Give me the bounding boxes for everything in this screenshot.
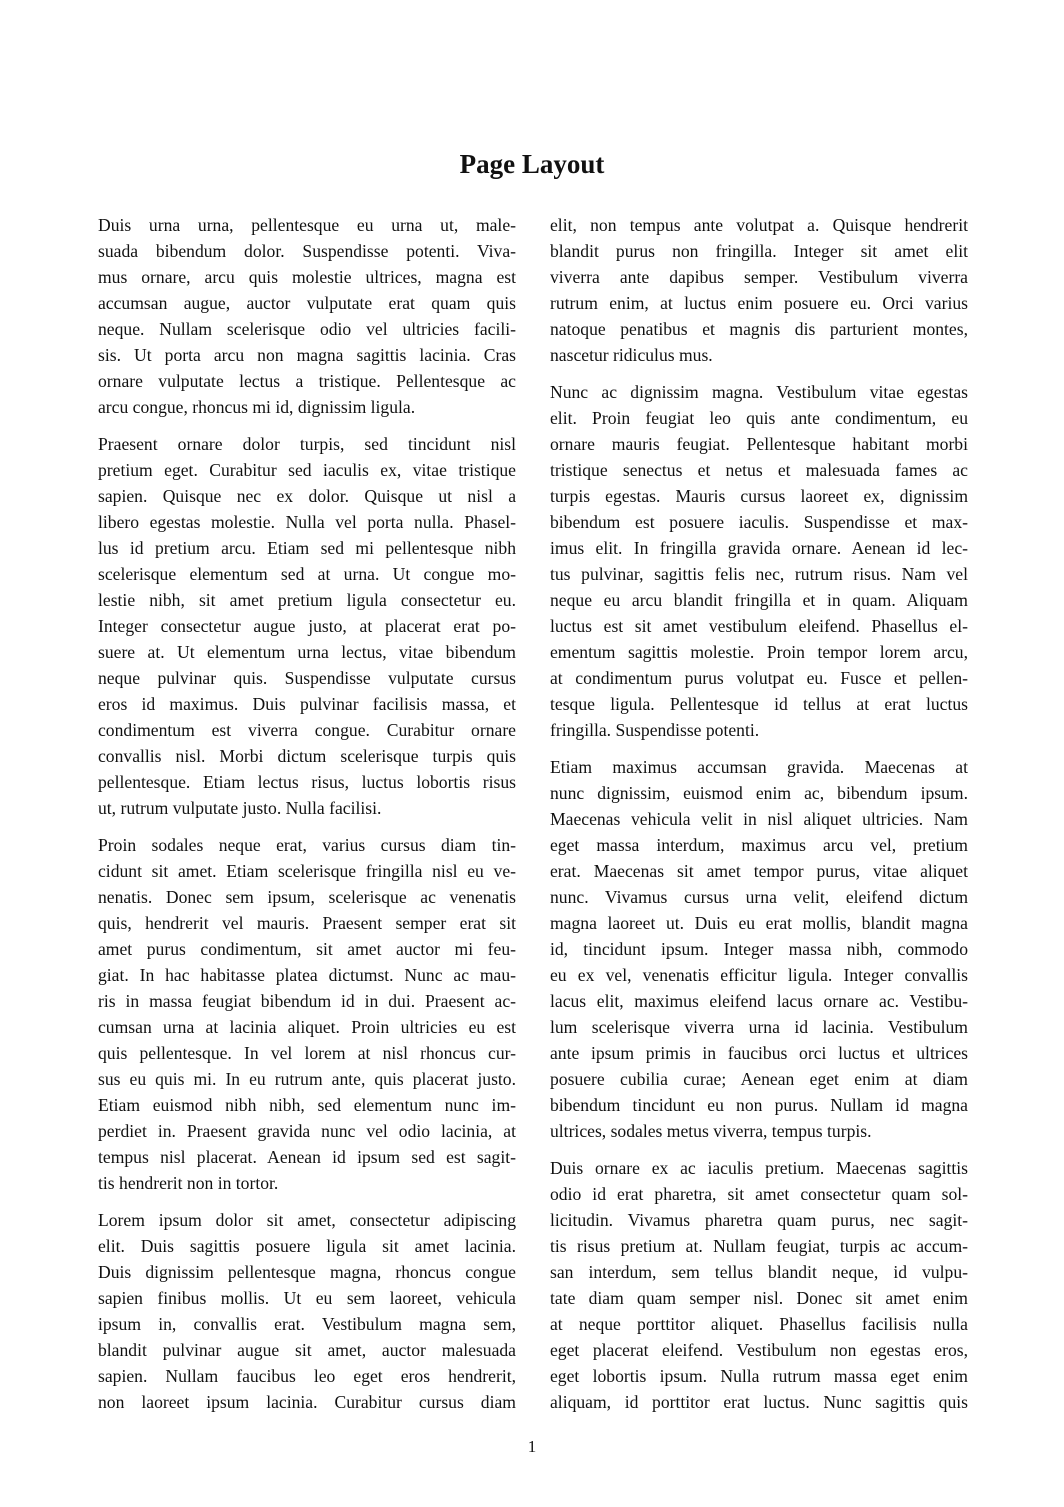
text-line: at condimentum purus volutpat eu. Fusce et pellen- [550, 668, 968, 688]
text-line: bibendum tincidunt eu non purus. Nullam id magna [550, 1095, 968, 1115]
text-line: tate diam quam semper nisl. Donec sit amet enim [550, 1288, 968, 1308]
text-line: ornare mauris feugiat. Pellentesque habitant morbi [550, 434, 968, 454]
text-line: imus elit. In fringilla gravida ornare. Aenean id lec- [550, 538, 968, 558]
text-line: amet purus condimentum, sit amet auctor mi feu- [98, 939, 516, 959]
paragraph [550, 1155, 968, 1415]
text-line: viverra ante dapibus semper. Vestibulum viverra [550, 267, 968, 287]
text-line: turpis egestas. Mauris cursus laoreet ex, dignissim [550, 486, 968, 506]
text-line: eget massa interdum, maximus arcu vel, pretium [550, 835, 968, 855]
text-line: lestie nibh, sit amet pretium ligula consectetur eu. [98, 590, 516, 610]
text-line: accumsan augue, auctor vulputate erat quam quis [98, 293, 516, 313]
text-line: eget lobortis ipsum. Nulla rutrum massa eget enim [550, 1366, 968, 1386]
text-line: eget placerat eleifend. Vestibulum non egestas eros, [550, 1340, 968, 1360]
text-line: licitudin. Vivamus pharetra quam purus, nec sagit- [550, 1210, 968, 1230]
text-line: ipsum in, convallis erat. Vestibulum magna sem, [98, 1314, 516, 1334]
text-line: sus eu quis mi. In eu rutrum ante, quis placerat justo. [98, 1069, 516, 1089]
text-line: luctus est sit amet vestibulum eleifend. Phasellus el- [550, 616, 968, 636]
text-line: non laoreet ipsum lacinia. Curabitur cursus diam [98, 1392, 516, 1412]
text-line: lus id pretium arcu. Etiam sed mi pellentesque nibh [98, 538, 516, 558]
text-line: posuere cubilia curae; Aenean eget enim at diam [550, 1069, 968, 1089]
text-line: id, tincidunt ipsum. Integer massa nibh, commodo [550, 939, 968, 959]
text-line: Duis ornare ex ac iaculis pretium. Maecenas sagittis [550, 1158, 968, 1178]
text-line: magna laoreet ut. Duis eu erat mollis, blandit magna [550, 913, 968, 933]
text-line: ante ipsum primis in faucibus orci luctus et ultrices [550, 1043, 968, 1063]
text-line: perdiet in. Praesent gravida nunc vel odio lacinia, at [98, 1121, 516, 1141]
text-line: fringilla. Suspendisse potenti. [550, 720, 760, 740]
text-line: lum scelerisque viverra urna id lacinia. Vestibulum [550, 1017, 968, 1037]
text-line: sapien finibus mollis. Ut eu sem laoreet, vehicula [98, 1288, 516, 1308]
right-column [550, 212, 968, 1426]
left-column [98, 212, 516, 1426]
text-line: cumsan urna at lacinia aliquet. Proin ultricies eu est [98, 1017, 516, 1037]
text-line: ut, rutrum vulputate justo. Nulla facilisi. [98, 798, 382, 818]
text-line: Proin sodales neque erat, varius cursus diam tin- [98, 835, 516, 855]
text-line: nunc. Vivamus cursus urna velit, eleifend dictum [550, 887, 968, 907]
text-line: bibendum est posuere iaculis. Suspendisse et max- [550, 512, 968, 532]
text-line: eros id maximus. Duis pulvinar facilisis massa, et [98, 694, 516, 714]
text-line: Lorem ipsum dolor sit amet, consectetur adipiscing [98, 1210, 516, 1230]
text-line: giat. In hac habitasse platea dictumst. Nunc ac mau- [98, 965, 516, 985]
text-line: eu ex vel, venenatis efficitur ligula. Integer convallis [550, 965, 968, 985]
text-line: Nunc ac dignissim magna. Vestibulum vitae egestas [550, 382, 968, 402]
text-line: scelerisque elementum sed at urna. Ut congue mo- [98, 564, 516, 584]
text-line: Praesent ornare dolor turpis, sed tincidunt nisl [98, 434, 516, 454]
text-line: aliquam, id porttitor erat luctus. Nunc sagittis quis [550, 1392, 968, 1412]
text-line: elit. Proin feugiat leo quis ante condimentum, eu [550, 408, 968, 428]
text-line: blandit pulvinar augue sit amet, auctor malesuada [98, 1340, 516, 1360]
text-line: lacus elit, maximus eleifend lacus ornare ac. Vestibu- [550, 991, 968, 1011]
text-line: nunc dignissim, euismod enim ac, bibendum ipsum. [550, 783, 968, 803]
text-line: Duis urna urna, pellentesque eu urna ut, male- [98, 215, 516, 235]
text-line: blandit purus non fringilla. Integer sit amet elit [550, 241, 968, 261]
text-line: convallis nisl. Morbi dictum scelerisque turpis quis [98, 746, 516, 766]
paragraph [550, 379, 968, 743]
text-line: tis hendrerit non in tortor. [98, 1173, 279, 1193]
text-line: sis. Ut porta arcu non magna sagittis lacinia. Cras [98, 345, 516, 365]
text-line: Maecenas vehicula velit in nisl aliquet ultricies. Nam [550, 809, 968, 829]
text-line: Integer consectetur augue justo, at placerat erat po- [98, 616, 516, 636]
paragraph [98, 212, 516, 420]
text-line: neque pulvinar quis. Suspendisse vulputate cursus [98, 668, 516, 688]
text-line: tempus nisl placerat. Aenean id ipsum sed est sagit- [98, 1147, 516, 1167]
text-line: odio id erat pharetra, sit amet consectetur quam sol- [550, 1184, 968, 1204]
text-line: san interdum, sem tellus blandit neque, id vulpu- [550, 1262, 968, 1282]
text-line: pretium eget. Curabitur sed iaculis ex, vitae tristique [98, 460, 516, 480]
text-line: sapien. Quisque nec ex dolor. Quisque ut nisl a [98, 486, 516, 506]
text-line: nascetur ridiculus mus. [550, 345, 713, 365]
text-line: suere at. Ut elementum urna lectus, vitae bibendum [98, 642, 516, 662]
text-line: cidunt sit amet. Etiam scelerisque fringilla nisl eu ve- [98, 861, 516, 881]
text-line: arcu congue, rhoncus mi id, dignissim ligula. [98, 397, 416, 417]
paragraph [550, 754, 968, 1144]
text-line: ementum sagittis molestie. Proin tempor lorem arcu, [550, 642, 968, 662]
text-line: elit. Duis sagittis posuere ligula sit amet lacinia. [98, 1236, 516, 1256]
text-line: tis risus pretium at. Nullam feugiat, turpis ac accum- [550, 1236, 968, 1256]
text-line: tus pulvinar, sagittis felis nec, rutrum risus. Nam vel [550, 564, 968, 584]
text-line: libero egestas molestie. Nulla vel porta nulla. Phasel- [98, 512, 516, 532]
text-line: rutrum enim, at luctus enim posuere eu. Orci varius [550, 293, 968, 313]
text-line: at neque porttitor aliquet. Phasellus facilisis nulla [550, 1314, 968, 1334]
paragraph [550, 212, 968, 368]
paragraph [98, 832, 516, 1196]
text-line: Duis dignissim pellentesque magna, rhoncus congue [98, 1262, 516, 1282]
text-line: nenatis. Donec sem ipsum, scelerisque ac venenatis [98, 887, 516, 907]
paragraph [98, 1207, 516, 1415]
text-line: natoque penatibus et magnis dis parturient montes, [550, 319, 968, 339]
text-line: suada bibendum dolor. Suspendisse potenti. Viva- [98, 241, 516, 261]
paragraph [98, 431, 516, 821]
text-line: elit, non tempus ante volutpat a. Quisque hendrerit [550, 215, 968, 235]
text-line: ultrices, sodales metus viverra, tempus turpis. [550, 1121, 872, 1141]
page-title: Page Layout [459, 149, 605, 180]
text-line: Etiam euismod nibh nibh, sed elementum nunc im- [98, 1095, 516, 1115]
text-line: tristique senectus et netus et malesuada fames ac [550, 460, 968, 480]
text-line: mus ornare, arcu quis molestie ultrices, magna est [98, 267, 516, 287]
page-number: 1 [527, 1437, 537, 1456]
text-line: condimentum est viverra congue. Curabitur ornare [98, 720, 516, 740]
text-line: quis pellentesque. In vel lorem at nisl rhoncus cur- [98, 1043, 516, 1063]
text-line: sapien. Nullam faucibus leo eget eros hendrerit, [98, 1366, 516, 1386]
text-line: tesque ligula. Pellentesque id tellus at erat luctus [550, 694, 968, 714]
text-line: Etiam maximus accumsan gravida. Maecenas at [550, 757, 968, 777]
text-line: erat. Maecenas sit amet tempor purus, vitae aliquet [550, 861, 968, 881]
text-line: ornare vulputate lectus a tristique. Pellentesque ac [98, 371, 516, 391]
text-line: ris in massa feugiat bibendum id in dui. Praesent ac- [98, 991, 516, 1011]
text-line: quis, hendrerit vel mauris. Praesent semper erat sit [98, 913, 516, 933]
text-line: pellentesque. Etiam lectus risus, luctus lobortis risus [98, 772, 516, 792]
text-line: neque. Nullam scelerisque odio vel ultricies facili- [98, 319, 516, 339]
text-line: neque eu arcu blandit fringilla et in quam. Aliquam [550, 590, 968, 610]
